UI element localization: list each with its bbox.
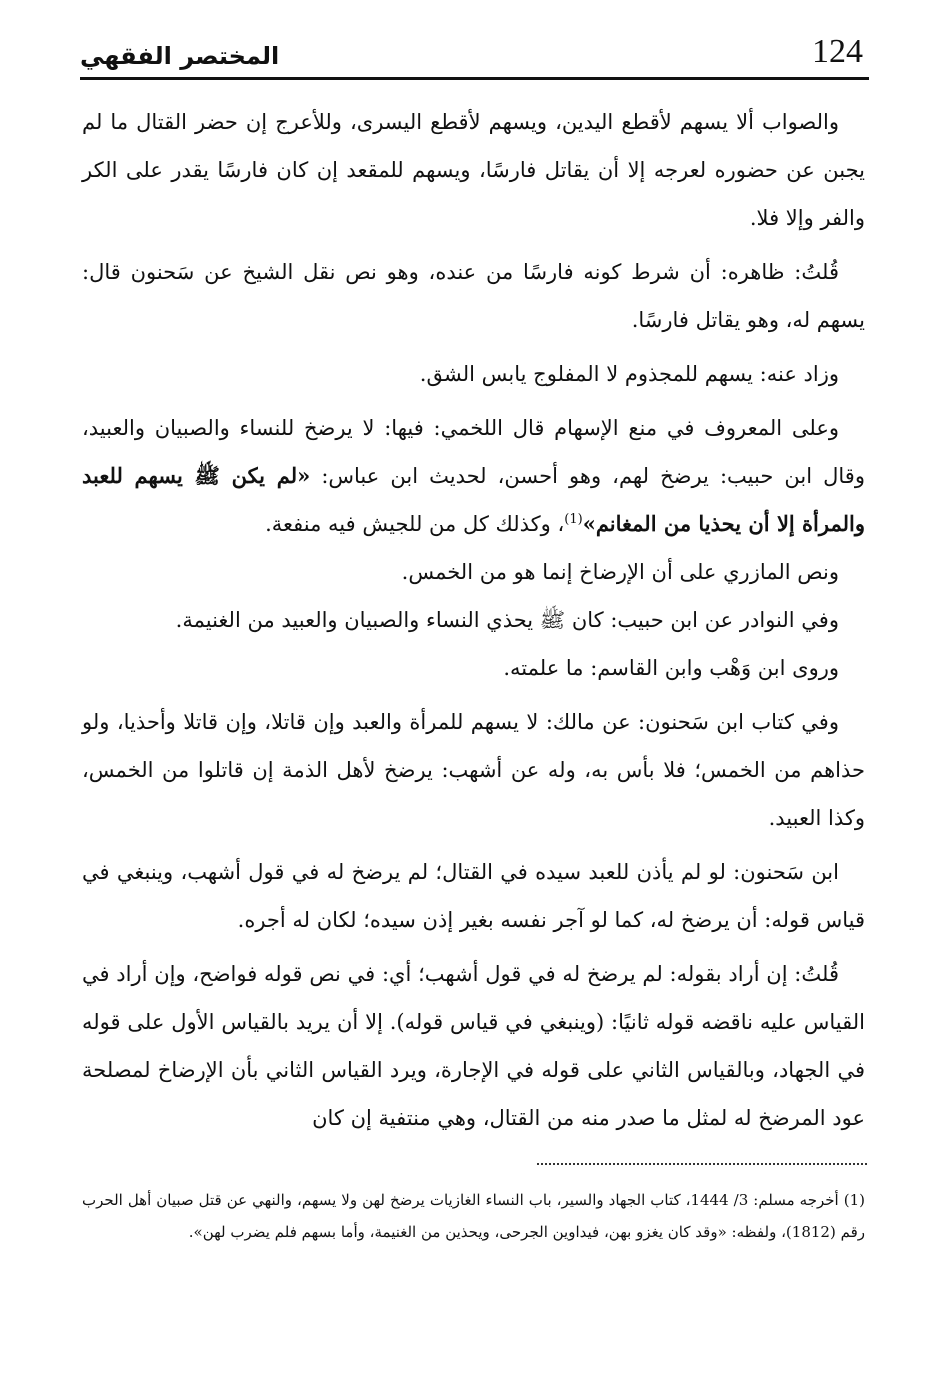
footnote-divider: [537, 1163, 867, 1165]
running-title: المختصر الفقهي: [80, 42, 280, 70]
paragraph-4-intro: وعلى المعروف في منع الإسهام قال اللخمي: فيها: لا يرضخ للنساء والصبيان والعبيد، وقال ابن حبيب: يرضخ لهم، وهو أحسن، لحديث ابن عباس:: [82, 416, 865, 488]
page-header: [80, 28, 869, 80]
paragraph-4: [82, 404, 865, 548]
footnote-marker: (1): [843, 1191, 865, 1209]
footnote-1: [82, 1184, 865, 1248]
page-number: 124: [812, 33, 863, 70]
paragraph-10: قُلتُ: إن أراد بقوله: لم يرضخ له في قول أشهب؛ أي: في نص قوله فواضح، وإن أراد في القياس عليه ناقضه قوله ثانيًا: (وينبغي في قياس قوله). إلا أن يريد بالقياس الأول على قوله في الجهاد، وبالقياس الثاني على قوله في الإجارة، ويرد القياس الثاني بأن الإرضاخ لمصلحة عود المرضخ له لمثل ما صدر منه من القتال، وهي منتفية إن كان: [82, 962, 865, 1130]
header-rule: [80, 77, 869, 80]
paragraph-6: وفي النوادر عن ابن حبيب: كان ﷺ يحذي النساء والصبيان والعبيد من الغنيمة.: [175, 608, 839, 632]
main-text: [82, 98, 865, 1142]
paragraph-4-end: ، وكذلك كل من للجيش فيه منفعة.: [265, 512, 565, 536]
paragraph-1: والصواب ألا يسهم لأقطع اليدين، ويسهم لأقطع اليسرى، وللأعرج إن حضر القتال ما لم يجبن عن حضوره لعرجه إلا أن يقاتل فارسًا، ويسهم للمقعد إن كان فارسًا يقدر على الكر والفر وإلا فلا.: [82, 110, 865, 230]
paragraph-8: وفي كتاب ابن سَحنون: عن مالك: لا يسهم للمرأة والعبد وإن قاتلا، وإن قاتلا وأحذيا، ولو حذاهم من الخمس؛ فلا بأس به، وله عن أشهب: يرضخ لأهل الذمة إن قاتلوا من الخمس، وكذا العبيد.: [82, 710, 865, 830]
paragraph-3: وزاد عنه: يسهم للمجذوم لا المفلوج يابس الشق.: [419, 362, 839, 386]
footnote-text: أخرجه مسلم: 3/ 1444، كتاب الجهاد والسير، باب النساء الغازيات يرضخ لهن ولا يسهم، والنهي عن قتل صبيان أهل الحرب رقم (1812)، ولفظه: «وقد كان يغزو بهن، فيداوين الجرحى، ويحذين من الغنيمة، وأما بسهم فلم يضرب لهن».: [82, 1191, 865, 1241]
paragraph-7: وروى ابن وَهْب وابن القاسم: ما علمته.: [503, 656, 839, 680]
footnotes: [82, 1184, 865, 1248]
paragraph-2: قُلتُ: ظاهره: أن شرط كونه فارسًا من عنده، وهو نص نقل الشيخ عن سَحنون قال: يسهم له، وهو يقاتل فارسًا.: [82, 260, 865, 332]
footnote-reference[interactable]: (1): [564, 512, 583, 527]
paragraph-9: ابن سَحنون: لو لم يأذن للعبد سيده في القتال؛ لم يرضخ له في قول أشهب، وينبغي في قياس قوله: أن يرضخ له، كما لو آجر نفسه بغير إذن سيده؛ لكان له أجره.: [82, 860, 865, 932]
paragraph-5: ونص المازري على أن الإرضاخ إنما هو من الخمس.: [401, 560, 839, 584]
hadith-quote: «لم يكن ﷺ يسهم للعبد والمرأة إلا أن يحذيا من المغانم»: [82, 463, 865, 536]
